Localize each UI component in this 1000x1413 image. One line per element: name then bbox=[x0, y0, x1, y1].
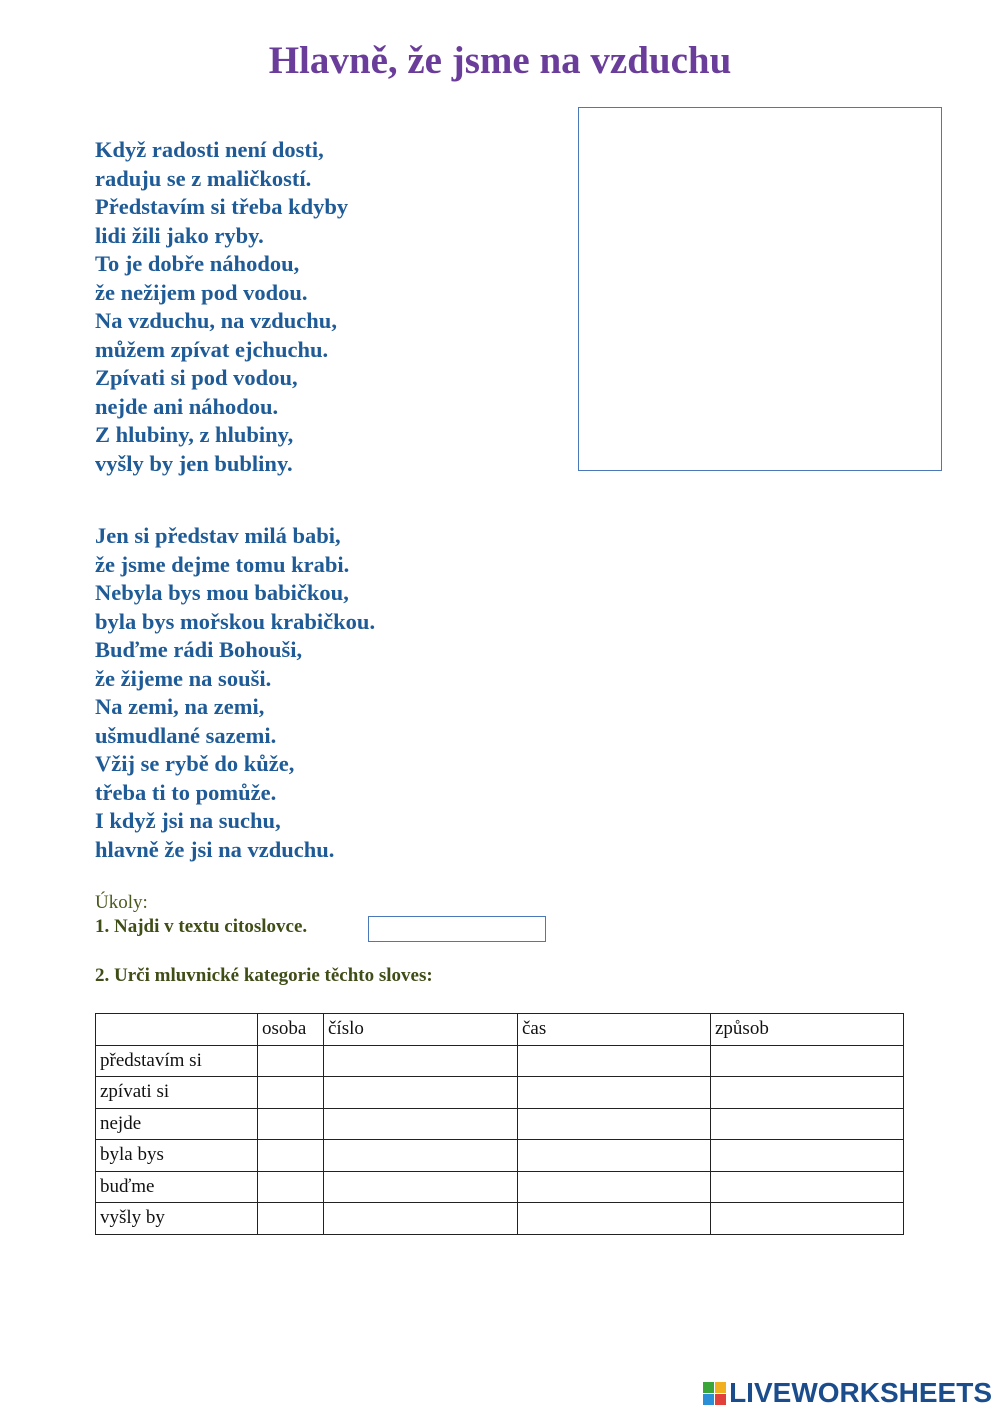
logo-square bbox=[715, 1394, 726, 1405]
poem-line: třeba ti to pomůže. bbox=[95, 779, 277, 805]
answer-cell[interactable] bbox=[711, 1140, 904, 1172]
logo-square bbox=[703, 1382, 714, 1393]
verb-cell: buďme bbox=[96, 1171, 258, 1203]
poem-line: Vžij se rybě do kůže, bbox=[95, 751, 295, 776]
liveworksheets-logo-icon bbox=[703, 1382, 726, 1405]
answer-cell[interactable] bbox=[324, 1171, 518, 1203]
poem-stanza-1 bbox=[95, 136, 348, 478]
answer-cell[interactable] bbox=[711, 1108, 904, 1140]
logo-text: LIVEWORKSHEETS bbox=[729, 1377, 992, 1408]
poem-line: byla bys mořskou krabičkou. bbox=[95, 608, 376, 634]
poem-line: Na zemi, na zemi, bbox=[95, 694, 265, 719]
answer-cell[interactable] bbox=[324, 1203, 518, 1235]
answer-cell[interactable] bbox=[518, 1171, 711, 1203]
poem-line: můžem zpívat ejchuchu. bbox=[95, 336, 329, 362]
poem-line: ušmudlané sazemi. bbox=[95, 722, 277, 748]
poem-line: že jsme dejme tomu krabi. bbox=[95, 551, 350, 577]
answer-cell[interactable] bbox=[258, 1108, 324, 1140]
interjection-answer-input[interactable] bbox=[368, 916, 546, 942]
poem-line: Buďme rádi Bohouši, bbox=[95, 637, 303, 662]
table-row bbox=[96, 1203, 904, 1235]
table-row bbox=[96, 1045, 904, 1077]
poem-line: Nebyla bys mou babičkou, bbox=[95, 580, 349, 605]
answer-cell[interactable] bbox=[324, 1140, 518, 1172]
picture-drop-box[interactable] bbox=[578, 107, 942, 471]
header-cislo: číslo bbox=[324, 1014, 518, 1046]
answer-cell[interactable] bbox=[518, 1045, 711, 1077]
verb-categories-table bbox=[95, 1013, 904, 1235]
header-zpusob: způsob bbox=[711, 1014, 904, 1046]
poem-line: Zpívati si pod vodou, bbox=[95, 365, 298, 390]
poem-line: Představím si třeba kdyby bbox=[95, 194, 349, 219]
poem-line: Na vzduchu, na vzduchu, bbox=[95, 308, 337, 333]
answer-cell[interactable] bbox=[711, 1077, 904, 1109]
poem-line: lidi žili jako ryby. bbox=[95, 222, 264, 248]
answer-cell[interactable] bbox=[258, 1171, 324, 1203]
tasks-heading: Úkoly: bbox=[95, 892, 148, 913]
answer-cell[interactable] bbox=[711, 1045, 904, 1077]
verb-cell: vyšly by bbox=[96, 1203, 258, 1235]
page-title: Hlavně, že jsme na vzduchu bbox=[268, 39, 732, 82]
answer-cell[interactable] bbox=[518, 1140, 711, 1172]
answer-cell[interactable] bbox=[711, 1203, 904, 1235]
table-row bbox=[96, 1077, 904, 1109]
poem-line: Z hlubiny, z hlubiny, bbox=[95, 422, 294, 447]
task-2-text: 2. Urči mluvnické kategorie těchto sloves: bbox=[95, 965, 433, 986]
poem-line: vyšly by jen bubliny. bbox=[95, 450, 293, 476]
answer-cell[interactable] bbox=[518, 1108, 711, 1140]
poem-line: To je dobře náhodou, bbox=[95, 251, 300, 276]
answer-cell[interactable] bbox=[518, 1077, 711, 1109]
answer-cell[interactable] bbox=[711, 1171, 904, 1203]
answer-cell[interactable] bbox=[324, 1077, 518, 1109]
poem-line: že žijeme na souši. bbox=[95, 665, 272, 691]
answer-cell[interactable] bbox=[518, 1203, 711, 1235]
header-osoba: osoba bbox=[258, 1014, 324, 1046]
poem-line: že nežijem pod vodou. bbox=[95, 279, 308, 305]
table-header-row bbox=[96, 1014, 904, 1046]
verb-cell: byla bys bbox=[96, 1140, 258, 1172]
verb-cell: nejde bbox=[96, 1108, 258, 1140]
answer-cell[interactable] bbox=[324, 1045, 518, 1077]
verb-cell: zpívati si bbox=[96, 1077, 258, 1109]
poem-line: Když radosti není dosti, bbox=[95, 137, 324, 162]
poem-stanza-2 bbox=[95, 522, 375, 864]
poem-line: nejde ani náhodou. bbox=[95, 393, 279, 419]
answer-cell[interactable] bbox=[258, 1140, 324, 1172]
answer-cell[interactable] bbox=[258, 1203, 324, 1235]
poem-line: raduju se z maličkostí. bbox=[95, 165, 312, 191]
header-cell-empty bbox=[96, 1014, 258, 1046]
table-row bbox=[96, 1171, 904, 1203]
poem-line: Jen si představ milá babi, bbox=[95, 523, 341, 548]
task-1-text: 1. Najdi v textu citoslovce. bbox=[95, 916, 308, 937]
answer-cell[interactable] bbox=[258, 1045, 324, 1077]
logo-square bbox=[703, 1394, 714, 1405]
table-row bbox=[96, 1108, 904, 1140]
liveworksheets-logo[interactable] bbox=[703, 1378, 992, 1408]
poem-line: I když jsi na suchu, bbox=[95, 808, 281, 833]
table-row bbox=[96, 1140, 904, 1172]
answer-cell[interactable] bbox=[324, 1108, 518, 1140]
poem-line: hlavně že jsi na vzduchu. bbox=[95, 836, 335, 862]
logo-square bbox=[715, 1382, 726, 1393]
header-cas: čas bbox=[518, 1014, 711, 1046]
answer-cell[interactable] bbox=[258, 1077, 324, 1109]
verb-cell: představím si bbox=[96, 1045, 258, 1077]
